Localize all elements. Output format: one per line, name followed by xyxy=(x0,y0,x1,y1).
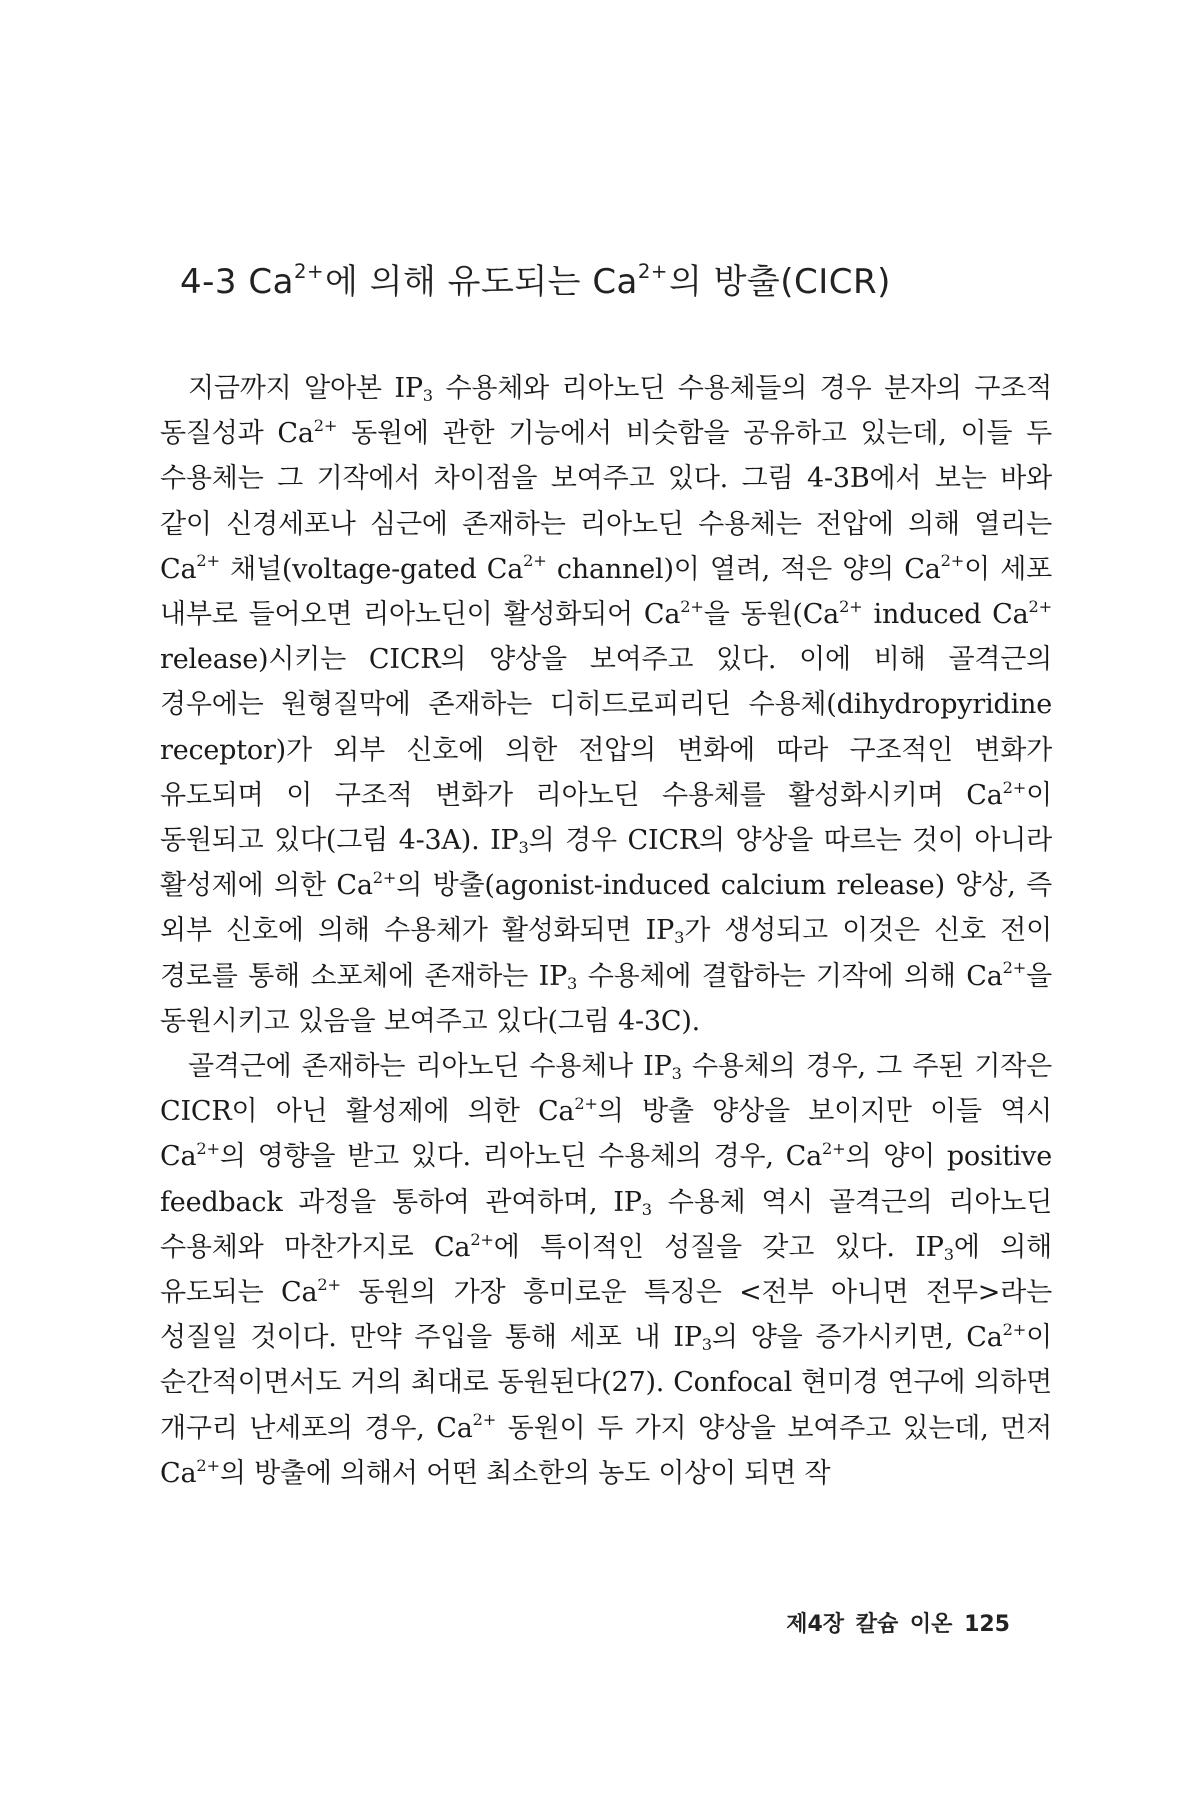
subscript: 3 xyxy=(641,1199,652,1219)
superscript: 2+ xyxy=(1028,596,1052,616)
subscript: 3 xyxy=(674,928,685,948)
text-run: 이 세포 내부로 들어오면 리아노딘이 활성화되어 Ca xyxy=(160,553,1053,631)
page-footer xyxy=(786,1607,1010,1638)
text-run: 의 경우 CICR의 양상을 따르는 것이 아니라 활성제에 의한 Ca xyxy=(160,825,1052,902)
text-run: 을 동원(Ca xyxy=(703,599,840,631)
text-run: 에 특이적인 성질을 갖고 있다. IP xyxy=(493,1231,944,1263)
text-run: 수용체에 결합하는 기작에 의해 Ca xyxy=(577,960,1003,992)
subscript: 3 xyxy=(671,1064,682,1084)
superscript: 2+ xyxy=(523,551,547,571)
text-run: 이 순간적이면서도 거의 최대로 동원된다(27). Confocal 현미경 연구에 의하면 개구리 난세포의 경우, Ca xyxy=(160,1322,1052,1444)
paragraph-2-text xyxy=(160,1044,1052,1496)
section-title-superscript1: 2+ xyxy=(293,260,324,284)
superscript: 2+ xyxy=(680,596,704,616)
text-run: 의 양을 증가시키면, Ca xyxy=(711,1322,1003,1354)
paragraph-1-text xyxy=(160,366,1052,1044)
text-run: 의 영향을 받고 있다. 리아노딘 수용체의 경우, Ca xyxy=(219,1141,822,1173)
text-run: 의 방출(agonist-induced calcium release) 양상, 즉 외부 신호에 의해 수용체가 활성화되면 IP xyxy=(160,870,1052,947)
text-run: 채널(voltage-gated Ca xyxy=(219,553,524,585)
text-run: 수용체와 리아노딘 수용체들의 경우 분자의 구조적 동질성과 Ca xyxy=(160,373,1052,450)
page-number: 125 xyxy=(964,1612,1010,1637)
superscript: 2+ xyxy=(472,1410,497,1430)
text-run: induced Ca xyxy=(862,599,1029,631)
paragraph-2 xyxy=(160,1044,1052,1496)
text-run: 동원이 두 가지 양상을 보여주고 있는데, 먼저 Ca xyxy=(160,1412,1052,1489)
text-run: channel)이 열려, 적은 양의 Ca xyxy=(546,553,941,585)
superscript: 2+ xyxy=(196,551,220,571)
superscript: 2+ xyxy=(940,551,965,571)
text-run: 수용체의 경우, 그 주된 기작은 CICR이 아닌 활성제에 의한 Ca xyxy=(160,1051,1052,1128)
text-run: 동원의 가장 흥미로운 특징은 <전부 아니면 전무>라는 성질일 것이다. 만약 주입을 통해 세포 내 IP xyxy=(160,1277,1052,1354)
section-title-part3: 의 방출(CICR) xyxy=(668,262,891,302)
superscript: 2+ xyxy=(317,1274,341,1294)
superscript: 2+ xyxy=(470,1229,494,1249)
subscript: 3 xyxy=(422,386,433,406)
subscript: 3 xyxy=(701,1335,712,1355)
subscript: 3 xyxy=(518,838,529,858)
text-run: 가 생성되고 이것은 신호 전이 경로를 통해 소포체에 존재하는 IP xyxy=(160,915,1052,992)
text-run: 의 방출에 의해서 어떤 최소한의 농도 이상이 되면 작 xyxy=(219,1457,831,1489)
paragraph-1 xyxy=(160,366,1052,1044)
subscript: 3 xyxy=(567,973,578,993)
text-run: 을 동원시키고 있음을 보여주고 있다(그림 4-3C). xyxy=(160,960,1053,1037)
superscript: 2+ xyxy=(196,1139,220,1159)
subscript: 3 xyxy=(943,1244,954,1264)
section-heading xyxy=(180,258,891,306)
superscript: 2+ xyxy=(196,1455,220,1475)
text-run: release)시키는 CICR의 양상을 보여주고 있다. 이에 비해 골격근의 경우에는 원형질막에 존재하는 디히드로피리딘 수용체(dihydropyridine receptor)가 외부 신호에 의한 전압의 변화에 따라 구조적인 변화가 유도되며 이 구조적 변화가 리아노딘 수용체를 활성화시키며 Ca xyxy=(160,644,1052,811)
footer-chapter: 제4장 xyxy=(786,1612,845,1637)
text-run: 의 방출 양상을 보이지만 이들 역시 Ca xyxy=(160,1096,1052,1173)
superscript: 2+ xyxy=(821,1139,846,1159)
section-title-superscript2: 2+ xyxy=(637,260,668,284)
text-run: 지금까지 알아본 IP xyxy=(188,373,423,404)
superscript: 2+ xyxy=(1002,777,1027,797)
section-title-part2: 에 의해 유도되는 Ca xyxy=(324,262,638,302)
superscript: 2+ xyxy=(574,1093,598,1113)
superscript: 2+ xyxy=(313,415,338,435)
section-title-part1: Ca xyxy=(248,262,294,302)
text-run: 이 동원되고 있다(그림 4-3A). IP xyxy=(160,779,1052,857)
superscript: 2+ xyxy=(1002,958,1027,978)
body-text xyxy=(160,366,1052,1496)
superscript: 2+ xyxy=(839,596,863,616)
footer-chapter-title: 칼슘 이온 xyxy=(855,1612,953,1637)
superscript: 2+ xyxy=(372,867,397,887)
text-run: 골격근에 존재하는 리아노딘 수용체나 IP xyxy=(188,1051,672,1083)
text-run: 수용체 역시 골격근의 리아노딘 수용체와 마찬가지로 Ca xyxy=(160,1186,1052,1263)
text-run: 에 의해 유도되는 Ca xyxy=(160,1231,1052,1309)
text-run: 동원에 관한 기능에서 비슷함을 공유하고 있는데, 이들 두 수용체는 그 기작에서 차이점을 보여주고 있다. 그림 4-3B에서 보는 바와 같이 신경세포나 심근에 존재하는 리아노딘 수용체는 전압에 의해 열리는 Ca xyxy=(160,418,1052,585)
section-number: 4-3 xyxy=(180,262,238,302)
superscript: 2+ xyxy=(1002,1319,1027,1339)
text-run: 의 양이 positive feedback 과정을 통하여 관여하며, IP xyxy=(160,1141,1052,1218)
